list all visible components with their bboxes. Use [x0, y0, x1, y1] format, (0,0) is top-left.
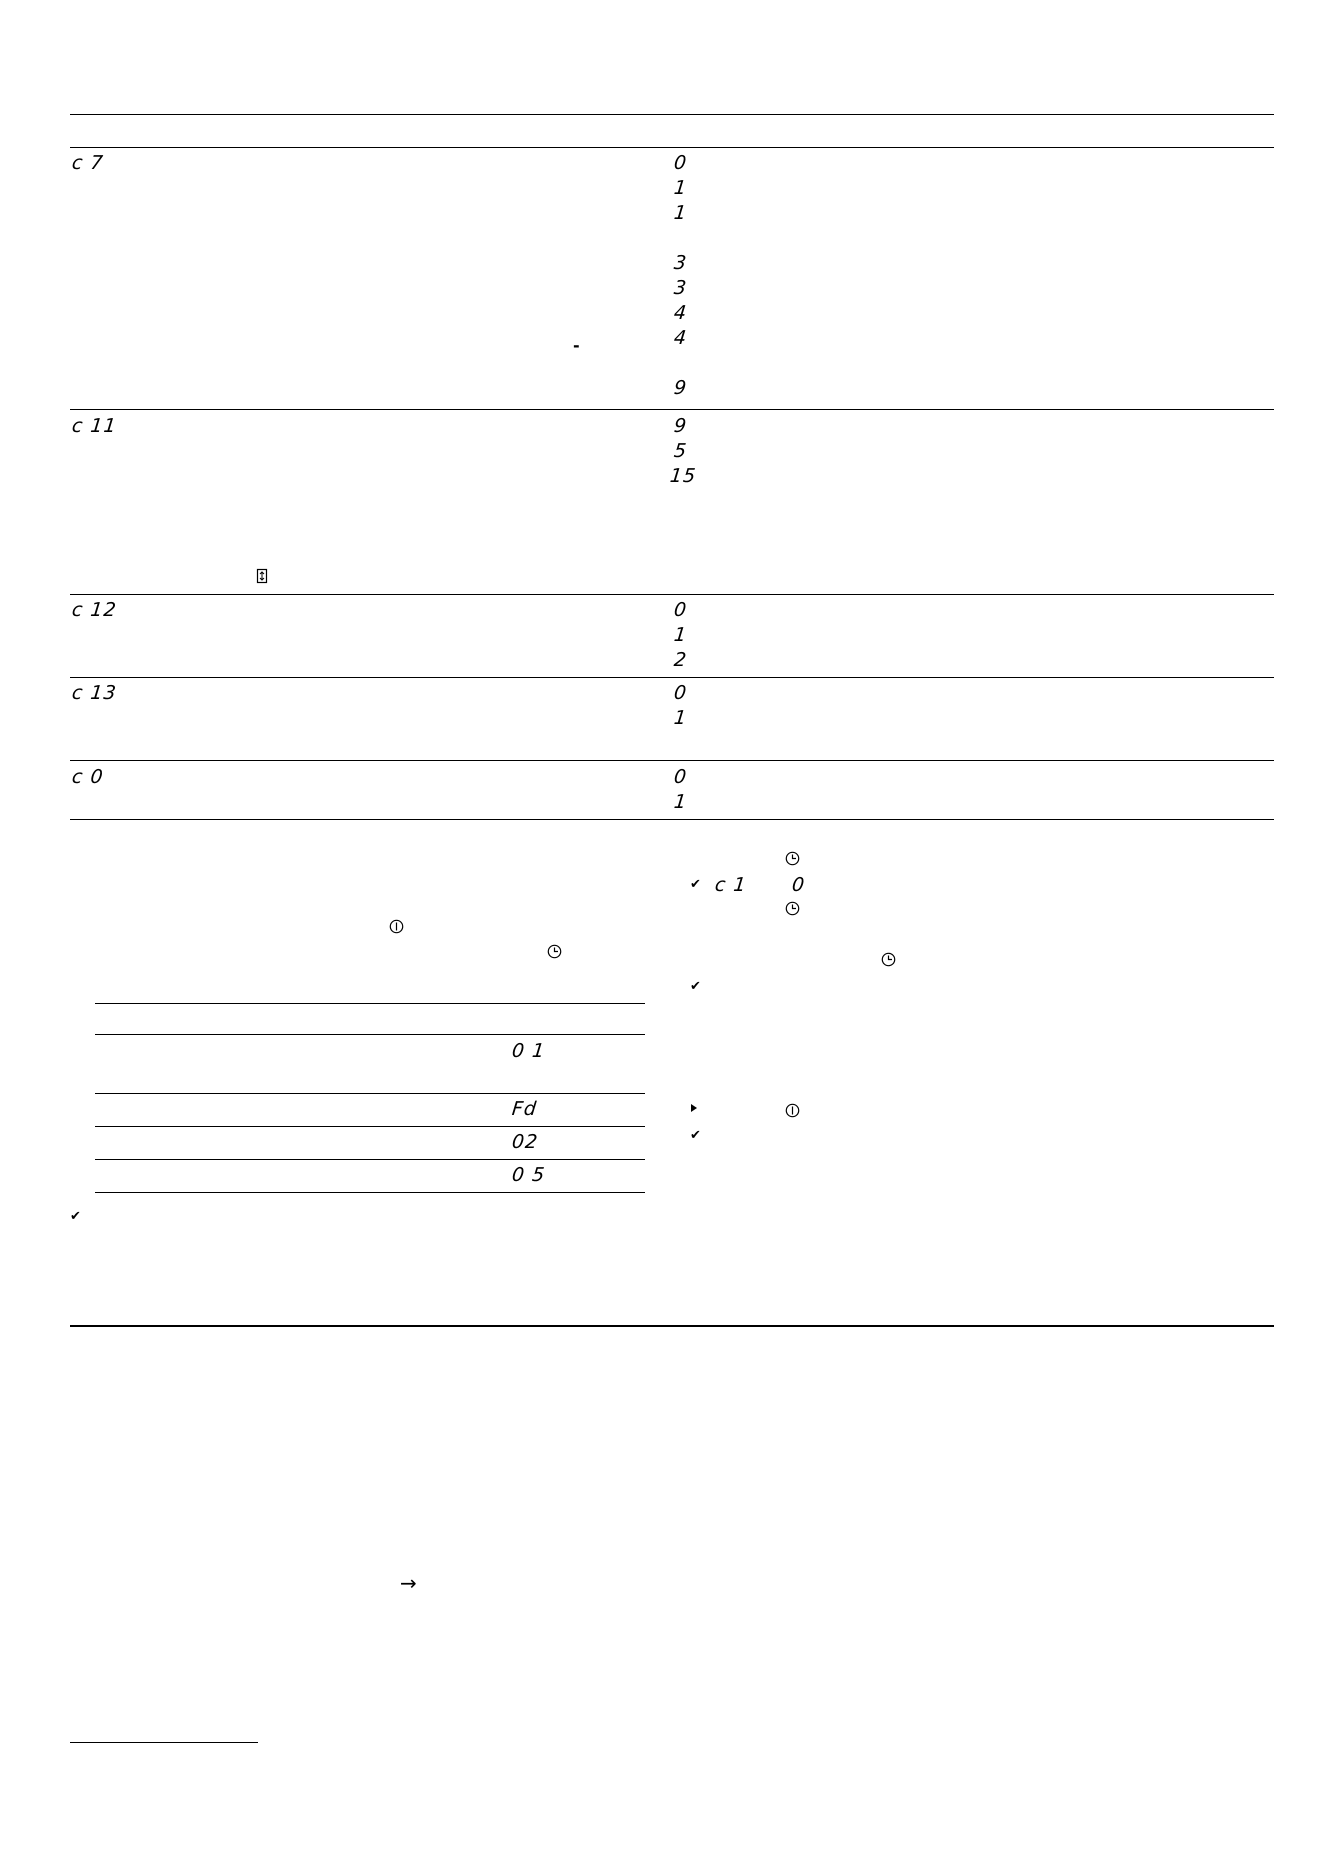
setting-value: 2: [672, 649, 689, 671]
setting-value: 0: [672, 152, 689, 174]
arrow-bullet-icon: [691, 1104, 697, 1112]
subtable-header-rule: [95, 1034, 645, 1035]
subtable-row-rule: [95, 1159, 645, 1160]
subtable-bottom-rule: [95, 1192, 645, 1193]
power-icon: [785, 1103, 800, 1118]
row-rule: [70, 760, 1274, 761]
setting-value: 3: [672, 277, 689, 299]
display-value: 0: [790, 874, 807, 896]
setting-code-c11: c 11: [70, 415, 118, 437]
setting-value: 1: [672, 707, 689, 729]
setting-code-c13: c 13: [70, 682, 118, 704]
setting-value: 0: [672, 766, 689, 788]
clock-icon: [547, 944, 562, 959]
cross-reference-arrow: →: [400, 1571, 417, 1595]
clock-icon: [785, 901, 800, 916]
setting-value: 0: [672, 682, 689, 704]
checkmark-icon: ✔: [690, 877, 701, 892]
pan-detection-icon: [256, 568, 268, 584]
checkmark-icon: ✔: [70, 1209, 81, 1224]
setting-value: 9: [672, 377, 689, 399]
dash-mark: -: [573, 336, 580, 355]
table-header-rule: [70, 114, 1274, 115]
subtable-value: 02: [510, 1131, 540, 1153]
display-code: c 1: [713, 874, 748, 896]
setting-value: 4: [672, 327, 689, 349]
section-divider: [70, 1325, 1274, 1327]
subtable-row-rule: [95, 1126, 645, 1127]
checkmark-icon: ✔: [690, 979, 701, 994]
setting-value: 1: [672, 791, 689, 813]
setting-value: 5: [672, 440, 689, 462]
subtable-top-rule: [95, 1003, 645, 1004]
subtable-row-rule: [95, 1093, 645, 1094]
clock-icon: [881, 952, 896, 967]
setting-code-c7: c 7: [70, 152, 105, 174]
subtable-value: 0 1: [510, 1040, 547, 1062]
setting-value: 0: [672, 599, 689, 621]
setting-value: 15: [668, 465, 698, 487]
setting-value: 9: [672, 415, 689, 437]
row-rule: [70, 677, 1274, 678]
checkmark-icon: ✔: [690, 1128, 701, 1143]
power-icon: [389, 919, 404, 934]
subtable-value: Fd: [510, 1098, 539, 1120]
setting-code-c12: c 12: [70, 599, 118, 621]
clock-icon: [785, 851, 800, 866]
table-bottom-rule: [70, 819, 1274, 820]
setting-value: 1: [672, 177, 689, 199]
subtable-value: 0 5: [510, 1164, 547, 1186]
setting-value: 1: [672, 624, 689, 646]
setting-value: 4: [672, 302, 689, 324]
setting-value: 3: [672, 252, 689, 274]
row-rule: [70, 409, 1274, 410]
setting-value: 1: [672, 202, 689, 224]
setting-code-c0: c 0: [70, 766, 105, 788]
row-rule: [70, 594, 1274, 595]
table-header-bottom-rule: [70, 147, 1274, 148]
footnote-rule: [70, 1742, 258, 1743]
